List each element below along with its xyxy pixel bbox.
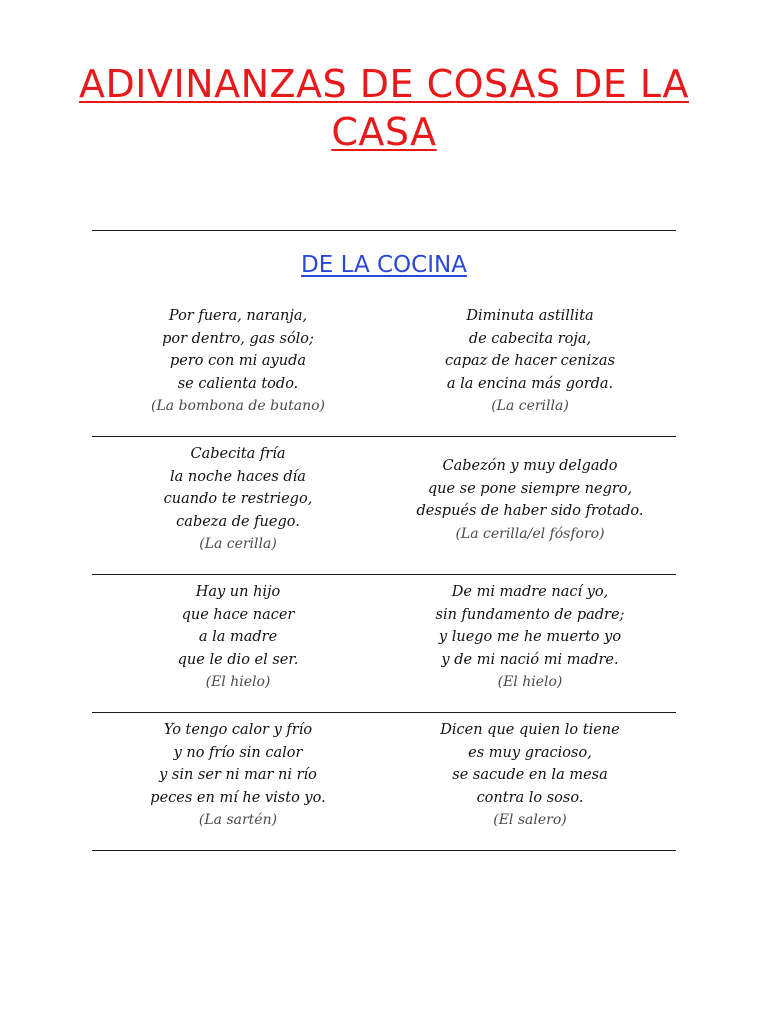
riddle-line: después de haber sido frotado. bbox=[416, 503, 644, 519]
section-title: DE LA COCINA bbox=[301, 252, 467, 278]
riddle-2 bbox=[384, 305, 676, 418]
riddle-line: se sacude en la mesa bbox=[452, 767, 608, 783]
riddle-answer: (La cerilla/el fósforo) bbox=[455, 525, 605, 542]
riddle-line: a la encina más gorda. bbox=[446, 375, 614, 392]
riddle-line: sin fundamento de padre; bbox=[435, 606, 625, 623]
riddle-line: cabeza de fuego. bbox=[176, 513, 300, 530]
riddle-line: Hay un hijo bbox=[195, 584, 281, 600]
riddle-answer: (La sartén) bbox=[198, 812, 278, 828]
riddle-answer: (La cerilla) bbox=[491, 398, 569, 414]
divider-bottom bbox=[92, 850, 676, 851]
divider-row-2 bbox=[92, 574, 676, 575]
riddle-line: y no frío sin calor bbox=[173, 744, 303, 761]
riddle-line: Por fuera, naranja, bbox=[168, 308, 308, 324]
riddle-6 bbox=[384, 581, 676, 694]
riddle-line: y sin ser ni mar ni río bbox=[159, 767, 317, 783]
riddle-line: contra lo soso. bbox=[476, 789, 584, 806]
riddle-line: Cabezón y muy delgado bbox=[442, 458, 618, 474]
riddle-line: por dentro, gas sólo; bbox=[162, 330, 314, 347]
riddle-line: capaz de hacer cenizas bbox=[444, 353, 616, 369]
divider-row-3 bbox=[92, 712, 676, 713]
riddle-1 bbox=[92, 305, 384, 418]
riddle-answer: (El hielo) bbox=[497, 674, 563, 690]
riddle-line: Yo tengo calor y frío bbox=[163, 722, 313, 738]
riddle-line: la noche haces día bbox=[170, 468, 306, 485]
riddle-line: que se pone siempre negro, bbox=[427, 480, 633, 497]
riddle-line: pero con mi ayuda bbox=[169, 353, 307, 369]
riddle-line: cuando te restriego, bbox=[163, 491, 313, 507]
riddle-answer: (La bombona de butano) bbox=[151, 398, 325, 414]
divider-top bbox=[92, 230, 676, 231]
title-line-2: CASA bbox=[331, 110, 437, 154]
riddle-line: a la madre bbox=[198, 629, 278, 645]
divider-row-1 bbox=[92, 436, 676, 437]
riddle-line: peces en mí he visto yo. bbox=[150, 789, 326, 806]
riddle-line: que hace nacer bbox=[181, 606, 295, 623]
riddle-line: que le dio el ser. bbox=[177, 651, 299, 668]
riddle-line: Cabecita fría bbox=[190, 446, 286, 462]
riddle-line: Diminuta astillita bbox=[466, 308, 594, 324]
riddle-answer: (El hielo) bbox=[205, 674, 271, 690]
riddle-line: De mi madre nací yo, bbox=[451, 584, 609, 600]
riddle-8 bbox=[384, 719, 676, 832]
riddle-3 bbox=[92, 443, 384, 556]
riddle-line: es muy gracioso, bbox=[468, 744, 592, 761]
riddle-5 bbox=[92, 581, 384, 694]
riddle-answer: (La cerilla) bbox=[199, 536, 277, 552]
riddle-answer: (El salero) bbox=[493, 812, 567, 828]
riddle-line: y luego me he muerto yo bbox=[438, 629, 622, 645]
document-title bbox=[60, 60, 708, 156]
riddle-line: se calienta todo. bbox=[177, 375, 299, 392]
riddle-line: Dicen que quien lo tiene bbox=[440, 722, 620, 738]
title-line-1: ADIVINANZAS DE COSAS DE LA bbox=[79, 62, 689, 106]
riddle-4 bbox=[384, 455, 676, 545]
riddle-7 bbox=[92, 719, 384, 832]
riddle-line: y de mi nació mi madre. bbox=[441, 651, 619, 668]
riddle-line: de cabecita roja, bbox=[468, 330, 592, 347]
